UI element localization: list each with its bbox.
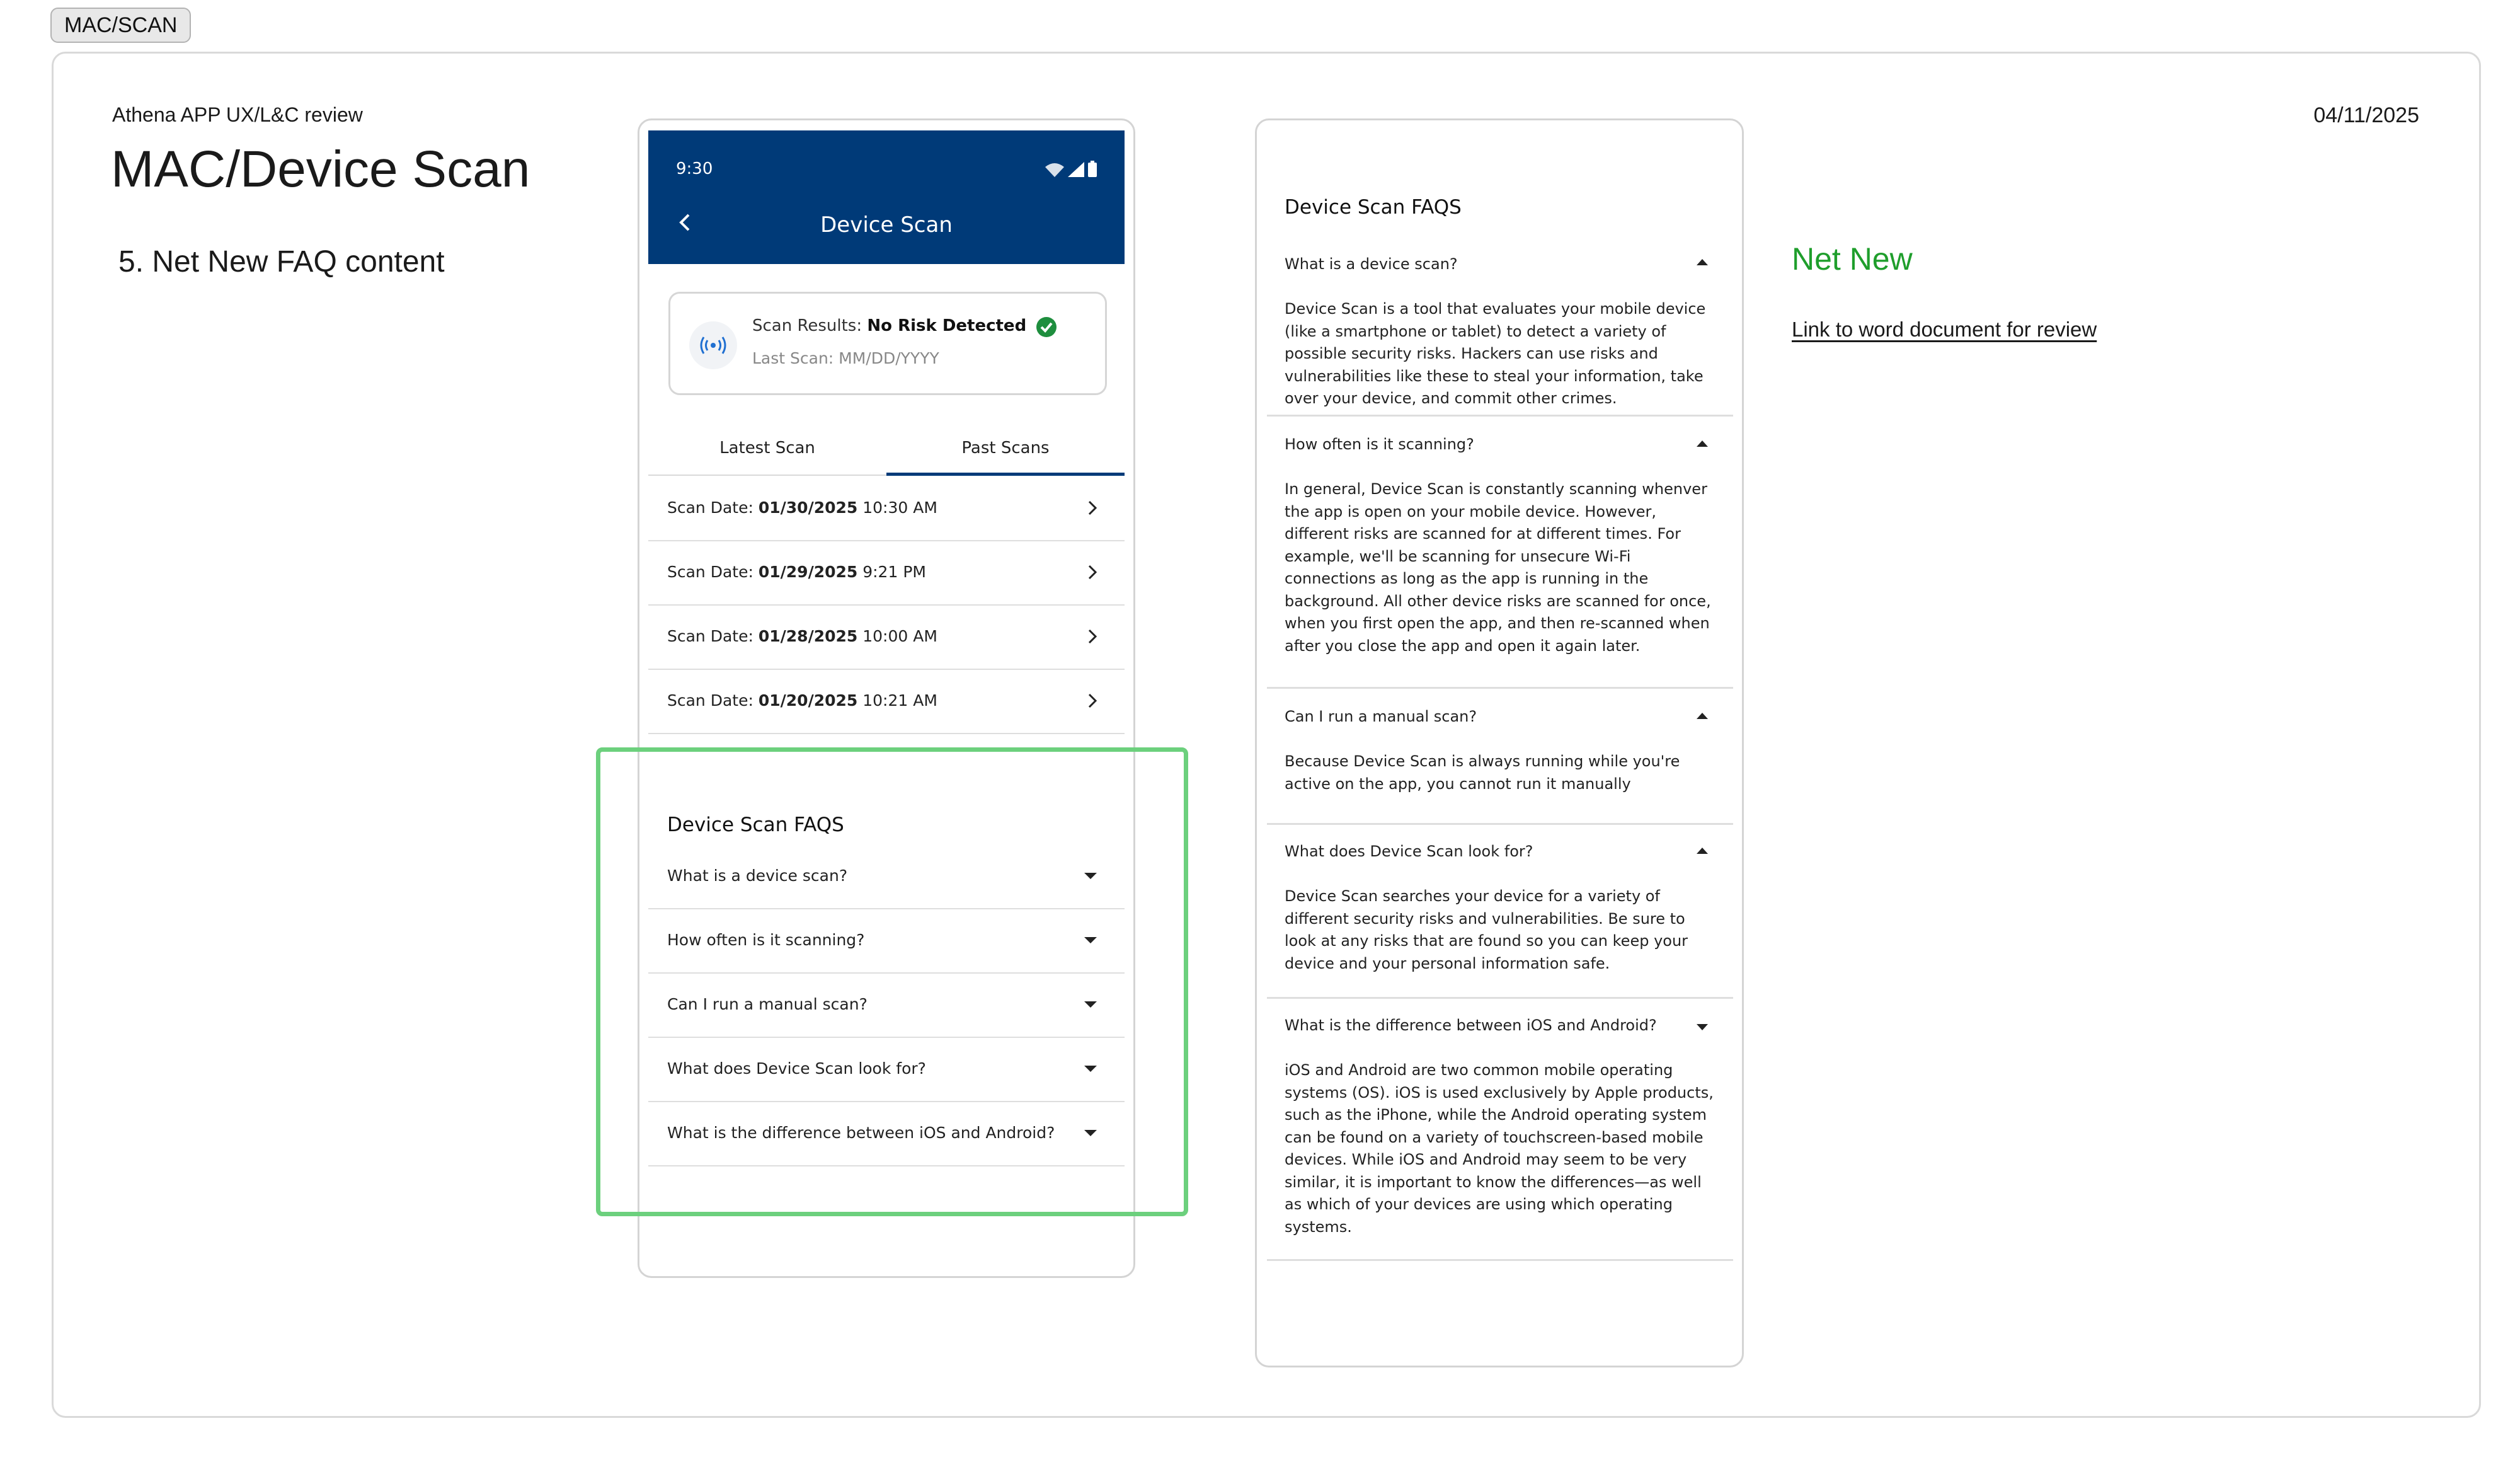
tab-past-scans[interactable]: Past Scans	[886, 423, 1125, 476]
scan-time: 9:21 PM	[857, 563, 926, 581]
faq-section-title: Device Scan FAQS	[667, 814, 844, 836]
scan-date: 01/20/2025	[758, 691, 858, 710]
scan-row-text	[667, 627, 937, 645]
faq-question: What is a device scan?	[1285, 255, 1458, 273]
caret-up-icon	[1697, 259, 1708, 265]
faq-answer: iOS and Android are two common mobile operating systems (OS). iOS is used exclusively by Apple products, such as the iPhone, while the Android operating system can be found on a variety of touchscreen-based mobile devices. While iOS and Android may seem to be very similar, it is important to know the differences—as well as which of your devices are using which operating systems.	[1285, 1061, 1714, 1236]
faq-item-expanded[interactable]	[1267, 689, 1733, 825]
review-date: 04/11/2025	[2313, 103, 2419, 127]
signal-icon	[1068, 162, 1084, 177]
caret-down-icon	[1697, 1024, 1708, 1030]
check-circle-icon	[1036, 316, 1057, 338]
scan-result-label: Scan Results:	[752, 316, 868, 335]
tab-latest-scan[interactable]: Latest Scan	[719, 439, 815, 458]
scan-date: 01/29/2025	[758, 563, 858, 581]
last-scan-text: Last Scan: MM/DD/YYYY	[752, 349, 939, 367]
faq-question: What does Device Scan look for?	[667, 1059, 926, 1078]
scan-date-label: Scan Date:	[667, 498, 759, 517]
faq-question: What is the difference between iOS and Android?	[1285, 1016, 1657, 1034]
scan-date-label: Scan Date:	[667, 563, 759, 581]
scan-row-text	[667, 691, 937, 710]
chevron-right-icon	[1083, 627, 1102, 646]
chevron-right-icon	[1083, 691, 1102, 710]
radar-icon	[689, 321, 737, 369]
app-title: Device Scan	[820, 212, 953, 238]
scan-tabs	[648, 423, 1125, 476]
faq-question: How often is it scanning?	[1285, 435, 1474, 453]
faq-answer: Because Device Scan is always running while you're active on the app, you cannot run it manually	[1285, 752, 1680, 793]
faq-item-expanded[interactable]	[1267, 825, 1733, 999]
scan-row-text	[667, 498, 937, 517]
scan-time: 10:21 AM	[857, 691, 937, 710]
step-label: 5. Net New FAQ content	[118, 245, 445, 279]
app-bar	[648, 130, 1125, 264]
scan-date: 01/30/2025	[758, 498, 858, 517]
scan-result-line	[752, 316, 1026, 335]
faq-answer: Device Scan searches your device for a variety of different security risks and vulnerabilities. Be sure to look at any risks that are found so you can keep your device and your personal information safe.	[1285, 887, 1688, 972]
faq-question: What is a device scan?	[667, 866, 848, 885]
review-subtitle: Athena APP UX/L&C review	[112, 103, 363, 126]
scan-date-label: Scan Date:	[667, 627, 759, 645]
caret-up-icon	[1697, 848, 1708, 854]
faq-question: What is the difference between iOS and Android?	[667, 1124, 1055, 1142]
status-time: 9:30	[676, 159, 713, 178]
net-new-label: Net New	[1792, 241, 1913, 277]
scan-row[interactable]	[648, 541, 1125, 606]
phone-mockup-expanded	[1255, 118, 1744, 1367]
faq-question: What does Device Scan look for?	[1285, 843, 1533, 860]
battery-icon	[1088, 161, 1097, 177]
scan-row[interactable]	[648, 477, 1125, 541]
faq-item-expanded[interactable]	[1267, 417, 1733, 689]
scan-row[interactable]	[648, 670, 1125, 734]
faq-item-expanded[interactable]	[1267, 244, 1733, 417]
scan-row[interactable]	[648, 606, 1125, 670]
faq-question: Can I run a manual scan?	[667, 995, 868, 1013]
caret-up-icon	[1697, 713, 1708, 719]
faq-question: How often is it scanning?	[667, 931, 865, 949]
caret-up-icon	[1697, 440, 1708, 447]
frame-tag: MAC/SCAN	[50, 8, 191, 43]
scan-result-card	[668, 292, 1107, 395]
faq-section-title: Device Scan FAQS	[1285, 196, 1462, 219]
chevron-right-icon	[1083, 563, 1102, 582]
faq-question: Can I run a manual scan?	[1285, 708, 1477, 725]
status-icons	[1045, 161, 1097, 177]
faq-answer: In general, Device Scan is constantly scanning whenver the app is open on your mobile device. However, different risks are scanned for at different times. For example, we'll be scanning for unsecure Wi-Fi connections as long as the app is running in the background. All other device risks are scanned for once, when you first open the app, and then re-scanned when after you close the app and open it again later.	[1285, 480, 1711, 655]
scan-date: 01/28/2025	[758, 627, 858, 645]
scan-row-text	[667, 563, 926, 581]
word-document-link[interactable]: Link to word document for review	[1792, 318, 2097, 341]
faq-item-expanded[interactable]	[1267, 999, 1733, 1261]
page-title: MAC/Device Scan	[111, 141, 530, 198]
wifi-icon	[1045, 163, 1064, 177]
chevron-right-icon	[1083, 498, 1102, 517]
faq-highlight-box	[596, 747, 1188, 1216]
scan-time: 10:30 AM	[857, 498, 937, 517]
faq-answer: Device Scan is a tool that evaluates your mobile device (like a smartphone or tablet) to detect a variety of possible security risks. Hackers can use risks and vulnerabilities like these to steal your information, take over your device, and commit other crimes.	[1285, 300, 1706, 407]
scan-date-label: Scan Date:	[667, 691, 759, 710]
scan-time: 10:00 AM	[857, 627, 937, 645]
scan-result-value: No Risk Detected	[867, 316, 1027, 335]
